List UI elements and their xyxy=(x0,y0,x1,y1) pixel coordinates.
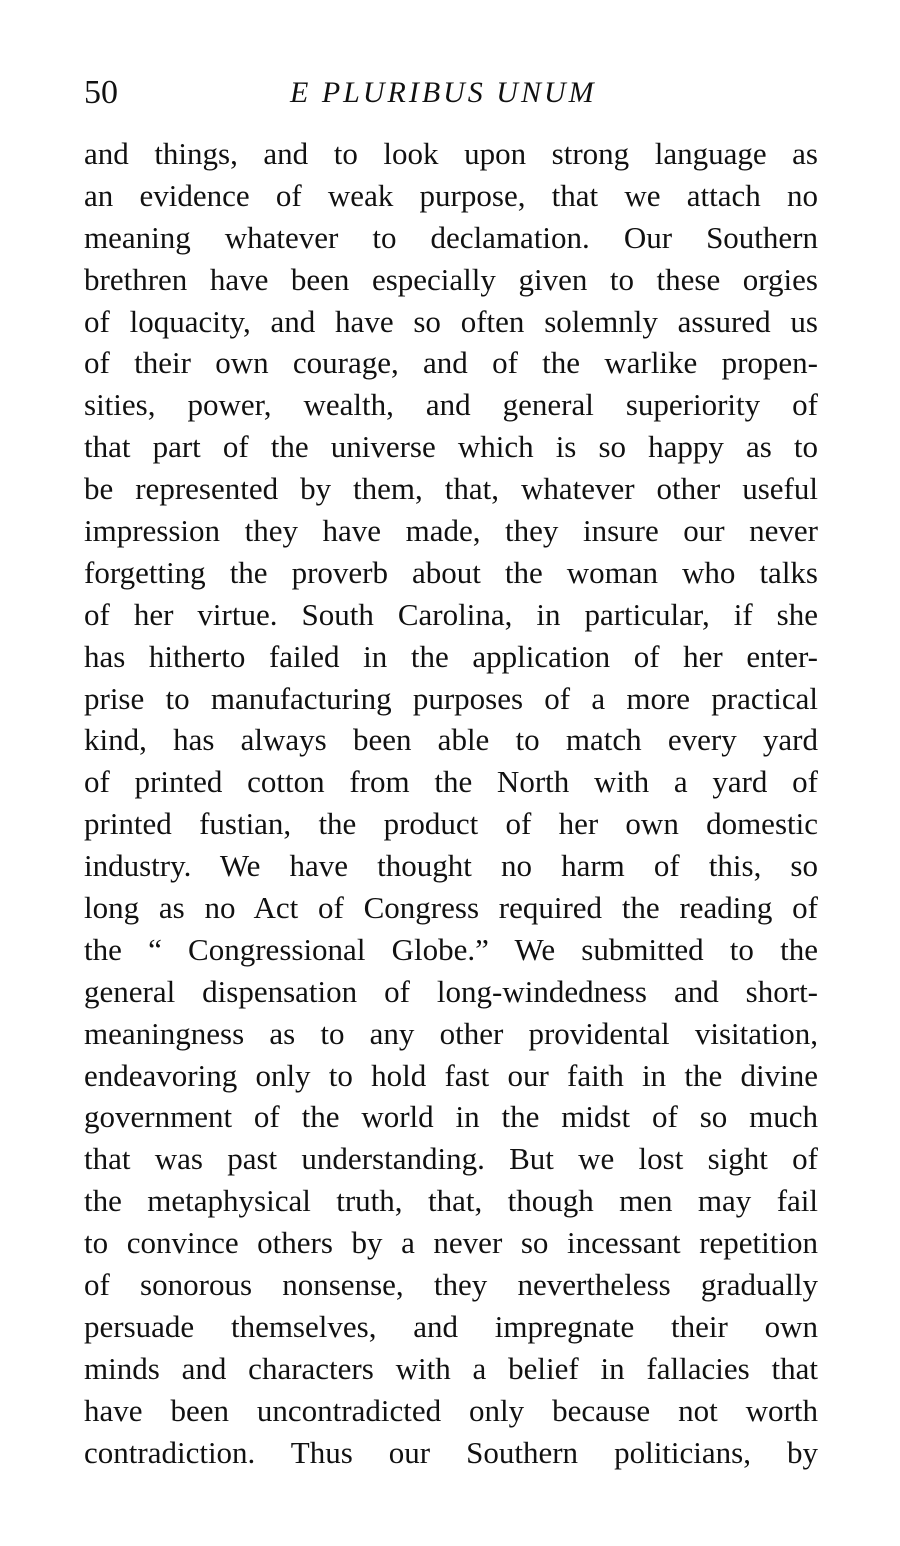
text-line: contradiction. Thus our Southern politicians, by xyxy=(84,1434,818,1470)
text-line: to convince others by a never so incessant repetition xyxy=(84,1225,818,1261)
body-text xyxy=(84,133,818,1474)
text-line: that was past understanding. But we lost sight of xyxy=(84,1141,818,1177)
text-line: brethren have been especially given to these orgies xyxy=(84,261,818,297)
text-line: of their own courage, and of the warlike propen- xyxy=(84,345,818,381)
text-line: of her virtue. South Carolina, in particular, if she xyxy=(84,596,818,632)
text-line: of printed cotton from the North with a yard of xyxy=(84,764,818,800)
text-line: minds and characters with a belief in fallacies that xyxy=(84,1350,818,1386)
text-line: have been uncontradicted only because not worth xyxy=(84,1392,818,1428)
running-title: E PLURIBUS UNUM xyxy=(290,76,597,109)
page-number: 50 xyxy=(84,74,118,111)
text-line: sities, power, wealth, and general superiority of xyxy=(84,387,818,423)
text-line: of sonorous nonsense, they nevertheless gradually xyxy=(84,1267,818,1303)
text-line: the “ Congressional Globe.” We submitted to the xyxy=(84,931,818,967)
text-line: the metaphysical truth, that, though men may fail xyxy=(84,1183,818,1219)
text-line: that part of the universe which is so happy as to xyxy=(84,429,818,465)
text-line: meaningness as to any other providental visitation, xyxy=(84,1015,818,1051)
text-line: long as no Act of Congress required the reading of xyxy=(84,890,818,926)
text-line: impression they have made, they insure our never xyxy=(84,513,818,549)
text-line: persuade themselves, and impregnate their own xyxy=(84,1308,818,1344)
text-line: forgetting the proverb about the woman who talks xyxy=(84,554,818,590)
text-line: government of the world in the midst of so much xyxy=(84,1099,818,1135)
text-line: kind, has always been able to match every yard xyxy=(84,722,818,758)
text-line: has hitherto failed in the application of her enter- xyxy=(84,638,818,674)
text-line: industry. We have thought no harm of this, so xyxy=(84,848,818,884)
running-head xyxy=(84,70,818,116)
text-line: and things, and to look upon strong language as xyxy=(84,136,818,171)
text-line: prise to manufacturing purposes of a more practical xyxy=(84,680,818,716)
text-line: an evidence of weak purpose, that we attach no xyxy=(84,177,818,213)
text-line: general dispensation of long-windedness and short- xyxy=(84,973,818,1009)
text-line: meaning whatever to declamation. Our Southern xyxy=(84,219,818,255)
text-line: of loquacity, and have so often solemnly assured us xyxy=(84,303,818,339)
text-line: printed fustian, the product of her own domestic xyxy=(84,806,818,842)
text-line: endeavoring only to hold fast our faith in the divine xyxy=(84,1057,818,1093)
text-line: be represented by them, that, whatever other useful xyxy=(84,471,818,507)
